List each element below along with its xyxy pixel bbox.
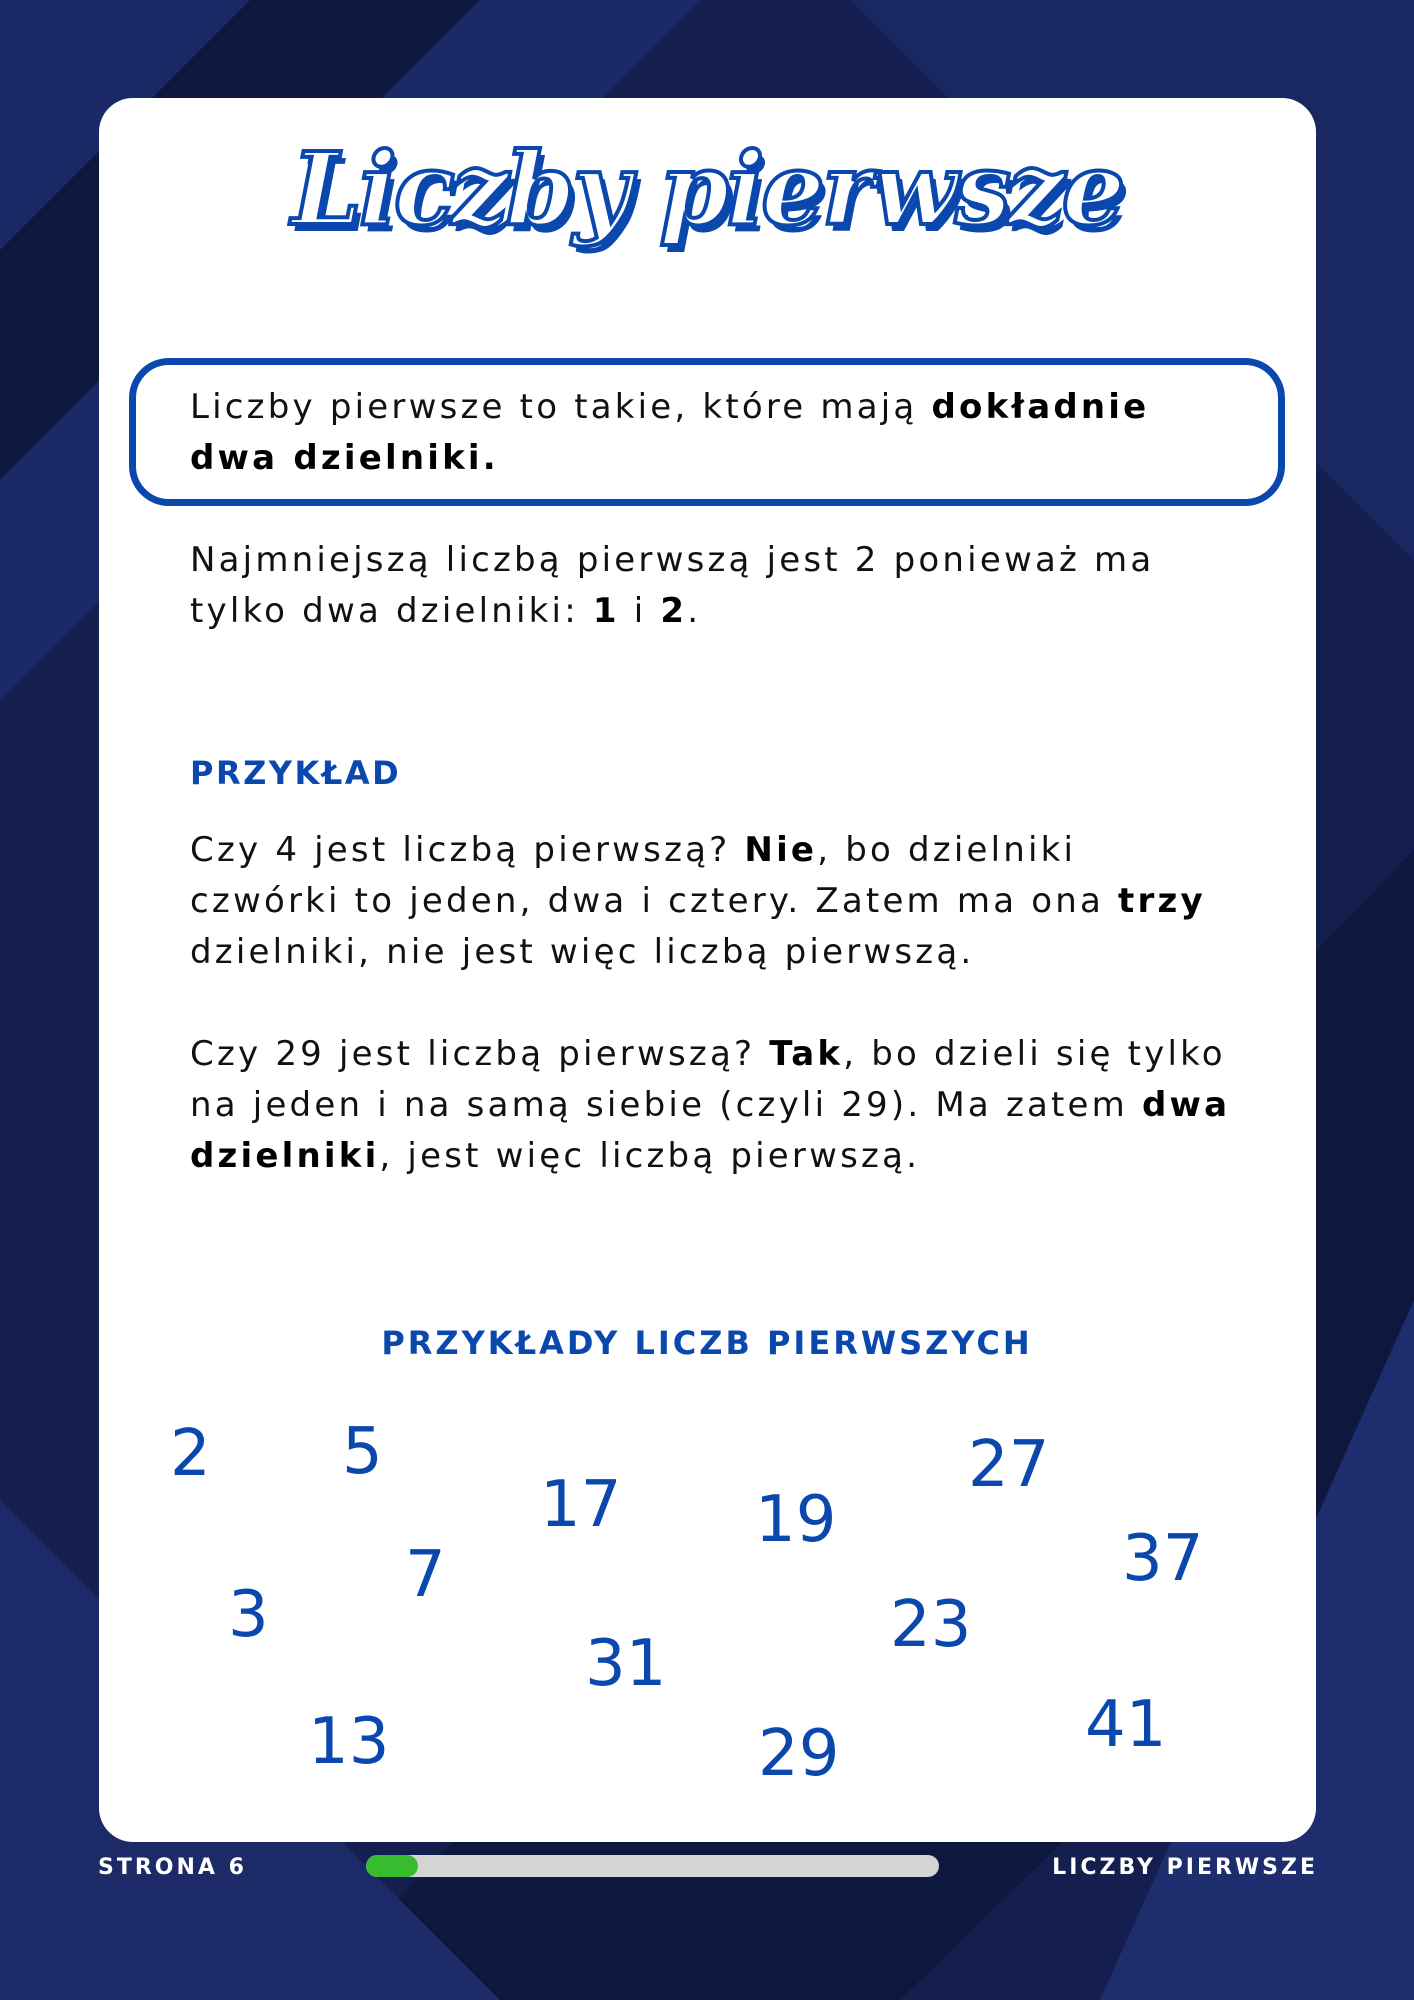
example-heading: PRZYKŁAD	[190, 754, 402, 792]
prime-number: 31	[585, 1627, 667, 1701]
prime-number: 13	[308, 1705, 390, 1779]
prime-number: 19	[755, 1483, 837, 1557]
prime-number: 27	[968, 1428, 1050, 1502]
section-label: LICZBY PIERWSZE	[1052, 1855, 1318, 1880]
definition-text: Liczby pierwsze to takie, które mają dokładnie dwa dzielniki.	[190, 387, 1150, 478]
prime-number: 37	[1122, 1522, 1204, 1596]
example-2-text: Czy 29 jest liczbą pierwszą? Tak, bo dzieli się tylko na jeden i na samą siebie (czyli 29). Ma zatem dwa dzielniki, jest więc liczbą pierwszą.	[190, 1034, 1231, 1176]
prime-number: 2	[170, 1417, 211, 1491]
page-number: STRONA 6	[98, 1855, 247, 1880]
prime-number: 3	[228, 1578, 269, 1652]
example-1-text: Czy 4 jest liczbą pierwszą? Nie, bo dzielniki czwórki to jeden, dwa i cztery. Zatem ma ona trzy dzielniki, nie jest więc liczbą pierwszą.	[190, 830, 1206, 972]
prime-number: 17	[540, 1468, 622, 1542]
smallest-prime-text: Najmniejszą liczbą pierwszą jest 2 ponieważ ma tylko dwa dzielniki: 1 i 2.	[190, 540, 1155, 631]
progress-bar	[366, 1855, 939, 1877]
progress-fill	[366, 1855, 418, 1877]
prime-number: 7	[405, 1538, 446, 1612]
primes-heading: PRZYKŁADY LICZB PIERWSZYCH	[381, 1324, 1033, 1362]
prime-number: 29	[758, 1717, 840, 1791]
prime-number: 5	[342, 1415, 383, 1489]
prime-number: 41	[1085, 1688, 1167, 1762]
page-title: Liczby pierwsze	[291, 130, 1123, 248]
prime-number: 23	[890, 1588, 972, 1662]
